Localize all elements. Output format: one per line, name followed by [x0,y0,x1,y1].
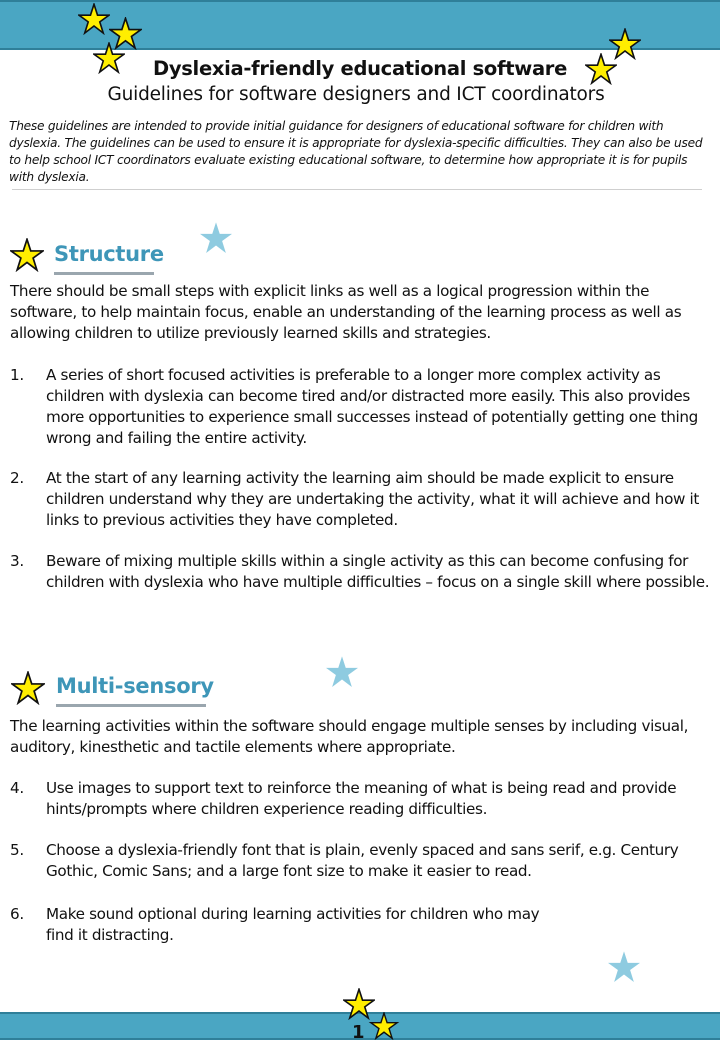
list-text: At the start of any learning activity the learning aim should be made explicit to ensure children understand why they are undertaking the activity, what it will achieve and how it links to previous activities they have completed. [46,469,700,529]
list-number: 4. [10,779,24,797]
multisensory-heading: Multi-sensory [56,674,214,698]
document-title: Dyslexia-friendly educational software [152,57,568,80]
list-text: Choose a dyslexia-friendly font that is plain, evenly spaced and sans serif, e.g. Century Gothic, Comic Sans; and a large font size to make it easier to read. [46,841,679,880]
yellow-star-icon [368,1012,400,1040]
blue-star-icon [325,655,359,689]
structure-heading: Structure [54,242,164,266]
divider [12,189,702,190]
heading-underline [54,272,154,275]
yellow-star-icon [10,238,44,272]
list-number: 3. [10,552,24,570]
yellow-star-icon [78,3,110,35]
list-number: 2. [10,469,24,487]
list-text: A series of short focused activities is preferable to a longer more complex activity as children with dyslexia can become tired and/or distracted more easily. This also provides more opportunities to experience small successes instead of potentially getting one thing wrong and failing the entire activity. [46,366,698,447]
blue-star-icon [607,950,641,984]
list-text: Use images to support text to reinforce the meaning of what is being read and provide hints/prompts where children experience reading difficulties. [46,779,677,818]
list-number: 6. [10,905,24,923]
list-number: 5. [10,841,24,859]
list-number: 1. [10,366,24,384]
list-text: Beware of mixing multiple skills within a single activity as this can become confusing for children with dyslexia who have multiple difficulties – focus on a single skill where possible. [46,552,710,591]
page-number: 1 [352,1022,365,1043]
multisensory-paragraph: The learning activities within the software should engage multiple senses by including visual, auditory, kinesthetic and tactile elements where appropriate. [10,717,689,756]
list-text: Make sound optional during learning activities for children who may find it distracting. [46,905,540,944]
yellow-star-icon [11,671,45,705]
document-subtitle: Guidelines for software designers and ICT coordinators [107,84,605,105]
intro-text: These guidelines are intended to provide initial guidance for designers of educational software for children with dyslexia. The guidelines can be used to ensure it is appropriate for dyslexia-specific difficulties. They can also be used to help school ICT coordinators evaluate existing educational software, to determine how appropriate it is for pupils with dyslexia. [9,119,703,184]
blue-star-icon [199,221,233,255]
structure-paragraph: There should be small steps with explicit links as well as a logical progression within the software, to help maintain focus, enable an understanding of the learning process as well as allowing children to utilize previously learned skills and strategies. [10,282,682,342]
heading-underline [56,704,206,707]
